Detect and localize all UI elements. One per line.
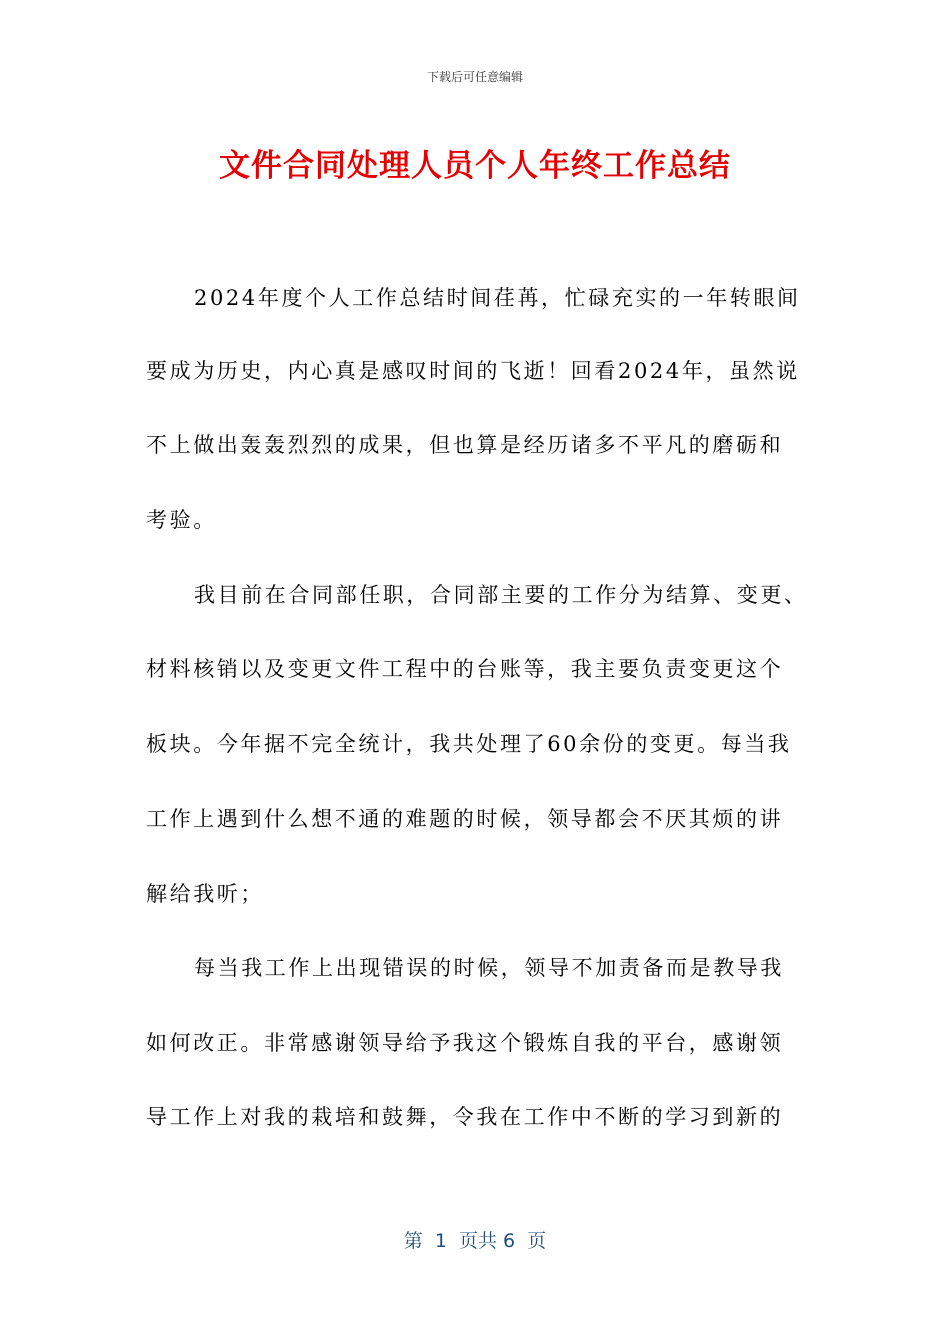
- body-line: 如何改正。非常感谢领导给予我这个锻炼自我的平台，感谢领: [146, 1031, 784, 1055]
- page-number: 第 1 页共 6 页: [403, 1230, 547, 1252]
- body-line: 不上做出轰轰烈烈的成果，但也算是经历诸多不平凡的磨砺和: [146, 433, 784, 457]
- body-line: 每当我工作上出现错误的时候，领导不加责备而是教导我: [194, 956, 784, 980]
- body-line: 2024年度个人工作总结时间荏苒，忙碌充实的一年转眼间: [194, 286, 801, 310]
- body-line: 考验。: [146, 508, 217, 532]
- body-line: 我目前在合同部任职，合同部主要的工作分为结算、变更、: [194, 583, 808, 607]
- body-line: 工作上遇到什么想不通的难题的时候，领导都会不厌其烦的讲: [146, 807, 784, 831]
- body-line: 要成为历史，内心真是感叹时间的飞逝！回看2024年，虽然说: [146, 359, 800, 383]
- body-line: 导工作上对我的栽培和鼓舞，令我在工作中不断的学习到新的: [146, 1105, 784, 1129]
- body-line: 板块。今年据不完全统计，我共处理了60余份的变更。每当我: [146, 732, 792, 756]
- header-note: 下载后可任意编辑: [426, 70, 523, 84]
- body-line: 材料核销以及变更文件工程中的台账等，我主要负责变更这个: [146, 657, 784, 681]
- body-line: 解给我听；: [146, 882, 264, 906]
- document-title: 文件合同处理人员个人年终工作总结: [219, 148, 731, 184]
